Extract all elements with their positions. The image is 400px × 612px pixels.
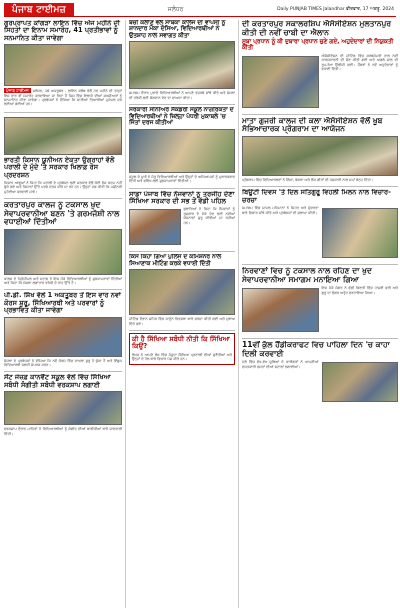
column-middle: [125, 20, 235, 608]
byline: ਪੰਜਾਬ ਟਾਈਮਜ਼: [6, 88, 29, 94]
headline: ਮਾਤਾ ਗੁਜਰੀ ਕਾਲਜ ਦੀ ਕਲਾ ਐਸੋਸੀਏਸ਼ਨ ਵੱਲੋਂ ਖੂਬ ਸੱਭਿਆਚਾਰਕ ਪ੍ਰੋਗਰਾਮ ਦਾ ਆਯੋਜਨ: [242, 116, 383, 134]
headline: ਪੀ.ਡੀ. ਸ਼ਿੱਖ ਵੱਲੋਂ 1 ਅਕਤੂਬਰ ਤੋਂ ਇਸ ਵਾਰ ਨਵਾਂ ਕੋਰਸ ਸ਼ੁਰੂ, ਸਿੱਖਿਆਰਥੀ ਅਤੇ ਪਰਵਾਰਾਂ ਨੂੰ ਪ੍ਰਭਾਵਿਤ ਕੀਤਾ ਜਾਵੇਗਾ: [4, 292, 121, 315]
article-body: ਪੰਜਾਬ ਟਾਈਮਜ਼ ਜਲੰਧਰ, 16 ਅਕਤੂਬਰ - ਲਾਇਨ ਕਲੱਬ ਵੱਲੋਂ ਹਰ ਮਹੀਨੇ ਦੀ ਤਰ੍ਹਾਂ ਇਸ ਵਾਰ ਵੀ ਸਮਾਰੋਹ ਕਰਵਾਇਆ ਜਾ ਰਿਹਾ ਹੈ ਜਿਸ ਵਿੱਚ ਇਲਾਕੇ ਦੀਆਂ ਸ਼ਖਸੀਅਤਾਂ ਨੂੰ ਸਨਮਾਨਿਤ ਕੀਤਾ ਜਾਵੇਗਾ। ਪ੍ਰਬੰਧਕਾਂ ਨੇ ਦੱਸਿਆ ਕਿ ਸਾਰੀਆਂ ਤਿਆਰੀਆਂ ਮੁਕੰਮਲ ਕਰ ਲਈਆਂ ਗਈਆਂ ਹਨ।: [4, 88, 122, 107]
masthead-title: ਪੰਜਾਬ ਟਾਈਮਜ਼: [4, 3, 74, 16]
article-body: ਪ੍ਰੋਗਰਾਮ ਵਿੱਚ ਵਿਦਿਆਰਥਣਾਂ ਨੇ ਗਿੱਧਾ, ਭੰਗੜਾ ਅਤੇ ਲੋਕ ਗੀਤਾਂ ਦੀ ਪੇਸ਼ਕਾਰੀ ਨਾਲ ਸਮਾਂ ਬੰਨ੍ਹ ਦਿੱਤਾ।: [242, 177, 374, 182]
news-photo: [4, 229, 122, 275]
story-3: [4, 201, 122, 285]
story-13: [242, 189, 398, 260]
news-photo: [4, 44, 122, 86]
news-photo: [4, 391, 122, 425]
article-body: ਸਮਾਗਮ ਵਿੱਚ ਸ਼ਾਮਲ ਮਹਿਮਾਨਾਂ ਨੇ ਸਿਹਤ ਅਤੇ ਸੁੰਦਰਤਾ ਬਾਰੇ ਵਿਚਾਰ ਸਾਂਝੇ ਕੀਤੇ ਅਤੇ ਪ੍ਰਬੰਧਕਾਂ ਦੀ ਸ਼ਲਾਘਾ ਕੀਤੀ।: [242, 206, 319, 215]
page-columns: [4, 20, 396, 608]
story-9: [129, 254, 235, 326]
news-photo: [4, 117, 122, 155]
headline: ਸਾਡਾ ਪੰਜਾਬ ਵਿੱਚ ਨੌਜਵਾਨਾਂ ਨੂੰ ਤਰਜੀਹ ਦੇਣਾ ਸਿੱਖਿਆ ਸਰਕਾਰ ਦੀ ਸਭ ਤੋਂ ਵੱਡੀ ਪਹਿਲ: [129, 190, 235, 205]
article-body: ਕਾਲਜ ਦੇ ਪ੍ਰਿੰਸੀਪਲ ਅਤੇ ਸਟਾਫ਼ ਨੇ ਇਸ ਮੌਕੇ ਵਿਦਿਆਰਥੀਆਂ ਨੂੰ ਸ਼ੁਭਕਾਮਨਾਵਾਂ ਦਿੱਤੀਆਂ ਅਤੇ ਕਿਹਾ ਕਿ ਸੰਸਥਾ ਲਗਾਤਾਰ ਤਰੱਕੀ ਦੇ ਰਾਹ ਉੱਤੇ ਹੈ।: [4, 276, 122, 285]
story-8: [129, 191, 235, 248]
story-5: [4, 374, 122, 436]
story-7: [129, 107, 235, 183]
headline: 11ਵੀਂ ਕੁੱਲ ਹੈਂਡੀਕਰਾਫਟ ਵਿਚ ਪਾਹਿਲਾ ਦਿਨ 'ਚ ਕਾਹਾ ਦਿਲੀ ਕਰਵਾਈ: [242, 341, 390, 358]
headline: ਨਿਰਵਾਣਾਂ ਵਿਚ ਨੂੰ ਟਕਸਾਲ ਨਾਲ ਰਹਿਣ ਦਾ ਖੁਦ ਸੇਵਾਪਰਵਾਨੀਆ ਸਮਾਗਮ ਮਨਾਇਆ ਗਿਆ: [242, 267, 372, 284]
headline: ਕਰਤਾਰਪੁਰ ਕਾਲਜ ਨੂੰ ਟਕਸਾਲ ਖੁਦ ਸੇਵਾਪਰਵਾਨੀਆ ਬਣਨ 'ਤੇ ਗਰਮਜੋਸ਼ੀ ਨਾਲ ਵਧਾਈਆਂ ਦਿੱਤੀਆਂ: [4, 201, 120, 227]
article-body: ਐਸੋਸੀਏਸ਼ਨ ਦੀ ਮੀਟਿੰਗ ਵਿੱਚ ਸਰਬਸੰਮਤੀ ਨਾਲ ਨਵੀਂ ਕਾਰਜਕਾਰਨੀ ਦੀ ਚੋਣ ਕੀਤੀ ਗਈ ਅਤੇ ਅਗਲੇ ਸਾਲ ਦੀ ਰੂਪ-ਰੇਖਾ ਉਲੀਕੀ ਗਈ। ਮੈਂਬਰਾਂ ਨੇ ਨਵੇਂ ਅਹੁਦੇਦਾਰਾਂ ਨੂੰ ਵਧਾਈ ਦਿੱਤੀ।: [321, 53, 398, 72]
news-photo: [4, 317, 122, 357]
news-photo: [129, 41, 235, 89]
article-body: ਕਿਸਾਨ ਆਗੂਆਂ ਨੇ ਕਿਹਾ ਕਿ ਪਰਾਲੀ ਦੇ ਪ੍ਰਬੰਧਨ ਲਈ ਸਰਕਾਰ ਵੱਲੋਂ ਕੋਈ ਠੋਸ ਕਦਮ ਨਹੀਂ ਚੁੱਕੇ ਗਏ ਅਤੇ ਕਿਸਾਨਾਂ ਉੱਤੇ ਪਰਚੇ ਦਰਜ ਕੀਤੇ ਜਾ ਰਹੇ ਹਨ। ਉਨ੍ਹਾਂ ਮੰਗ ਕੀਤੀ ਕਿ ਮਸ਼ੀਨਰੀ ਮੁਹੱਈਆ ਕਰਵਾਈ ਜਾਵੇ।: [4, 180, 122, 194]
column-left: [4, 20, 122, 608]
article-body: ਸੰਸਥਾ ਦੇ ਪ੍ਰਬੰਧਕਾਂ ਨੇ ਦੱਸਿਆ ਕਿ ਨਵੇਂ ਕੋਰਸ ਵਿੱਚ ਦਾਖਲਾ ਸ਼ੁਰੂ ਹੋ ਚੁੱਕਾ ਹੈ ਅਤੇ ਇੱਛੁਕ ਵਿਦਿਆਰਥੀ ਜਲਦੀ ਸੰਪਰਕ ਕਰਨ।: [4, 358, 122, 367]
article-body: ਸਕੂਲ ਦੇ ਮੁਖੀ ਨੇ ਜੇਤੂ ਵਿਦਿਆਰਥੀਆਂ ਅਤੇ ਉਨ੍ਹਾਂ ਦੇ ਅਧਿਆਪਕਾਂ ਨੂੰ ਮੁਬਾਰਕਬਾਦ ਦਿੱਤੀ ਅਤੇ ਭਵਿੱਖ ਲਈ ਸ਼ੁਭਕਾਮਨਾਵਾਂ ਦਿੱਤੀਆਂ।: [129, 174, 235, 184]
news-photo: [322, 362, 399, 402]
story-4: [4, 292, 122, 367]
masthead: [4, 3, 396, 17]
article-body: ਸਮਾਗਮ ਦੌਰਾਨ ਪੁਰਾਣੇ ਵਿਦਿਆਰਥੀਆਂ ਨੇ ਆਪਣੇ ਤਜ਼ਰਬੇ ਸਾਂਝੇ ਕੀਤੇ ਅਤੇ ਸੰਸਥਾ ਦੀ ਤਰੱਕੀ ਲਈ ਯੋਗਦਾਨ ਦੇਣ ਦਾ ਵਾਅਦਾ ਕੀਤਾ।: [129, 91, 235, 100]
article-body: ਮੀਟਿੰਗ ਦੌਰਾਨ ਸ਼ਹਿਰ ਵਿੱਚ ਕਾਨੂੰਨ ਵਿਵਸਥਾ ਬਾਰੇ ਚਰਚਾ ਕੀਤੀ ਗਈ ਅਤੇ ਸੁਝਾਅ ਦਿੱਤੇ ਗਏ।: [129, 317, 235, 326]
story-2: [4, 115, 122, 194]
story-10: [129, 333, 235, 365]
article-body: ਲੇਖਕ ਨੇ ਆਪਣੇ ਲੇਖ ਵਿੱਚ ਮੌਜੂਦਾ ਸਿੱਖਿਆ ਪ੍ਰਣਾਲੀ ਦੀਆਂ ਚੁਣੌਤੀਆਂ ਅਤੇ ਉਨ੍ਹਾਂ ਦੇ ਹੱਲ ਬਾਰੇ ਵਿਚਾਰ ਪੇਸ਼ ਕੀਤੇ ਹਨ।: [132, 352, 232, 362]
article-body: ਇਸ ਮੌਕੇ ਸੰਗਤ ਨੇ ਵੱਡੀ ਗਿਣਤੀ ਵਿੱਚ ਹਾਜ਼ਰੀ ਭਰੀ ਅਤੇ ਗੁਰੂ ਦਾ ਲੰਗਰ ਅਤੁੱਟ ਵਰਤਾਇਆ ਗਿਆ।: [321, 286, 398, 295]
story-11: [242, 20, 398, 110]
article-body: ਵਰਕਸ਼ਾਪ ਦੌਰਾਨ ਮਾਹਿਰਾਂ ਨੇ ਵਿਦਿਆਰਥੀਆਂ ਨੂੰ ਸੰਗੀਤ ਦੀਆਂ ਬਾਰੀਕੀਆਂ ਬਾਰੇ ਜਾਣਕਾਰੀ ਦਿੱਤੀ।: [4, 427, 122, 436]
headline: ਬੱਚੀ ਕਲਾਣ ਵੱਲ ਸਾਬਕਾ ਕਾਲਜ ਦੀ ਵਾਪਸੀ ਨੂੰ ਸ਼ਾਨਦਾਰ ਮੌਕਾ ਦੱਸਿਆ, ਵਿਦਿਆਰਥੀਆਂ ਨੇ ਉਤਸ਼ਾਹ ਨਾਲ ਸਵਾਗਤ ਕੀਤਾ: [129, 20, 226, 39]
article-body: ਮੇਲੇ ਵਿੱਚ ਵੱਖ-ਵੱਖ ਸੂਬਿਆਂ ਦੇ ਕਾਰੀਗਰਾਂ ਨੇ ਆਪਣੀਆਂ ਦਸਤਕਾਰੀ ਵਸਤਾਂ ਦੀਆਂ ਸਟਾਲਾਂ ਲਗਾਈਆਂ।: [242, 360, 319, 369]
news-photo: [322, 208, 399, 258]
story-15: [242, 341, 398, 404]
headline: ਬਿਊਟੀ ਦਿਵਸ 'ਤੇ ਦਿਲ ਸਤਿਗੁਰੂ ਵਿਹਲੀ ਮਿਲਨ ਨਾਲ ਵਿਚਾਰ-ਚਰਚਾ: [242, 189, 391, 204]
subheadline: ਸੂਬਾ ਪ੍ਰਧਾਨ ਨੂੰ ਕੀ ਦੁਬਾਰਾ ਪ੍ਰਧਾਨ ਚੁਣੇ ਗਏ, ਅਹੁਦੇਦਾਰਾਂ ਦੀ ਨਿਯੁਕਤੀ ਕੀਤੀ: [242, 39, 394, 52]
headline: ਭਾਰਤੀ ਕਿਸਾਨ ਯੂਨੀਅਨ ਏਕਤਾ ਉਗਰਾਹਾਂ ਵੱਲੋਂ ਪਰਾਲੀ ਦੇ ਮੁੱਦੇ 'ਤੇ ਸਰਕਾਰ ਖਿਲਾਫ਼ ਰੋਸ ਪ੍ਰਦਰਸ਼ਨ: [4, 155, 115, 179]
column-right: [238, 20, 398, 608]
headline: ਸਰਕਾਰੀ ਸੀਨੀਅਰ ਸੈਕੰਡਰੀ ਸਕੂਲ ਨਾਗਰਿਕਤਾ ਦੇ ਵਿਦਿਆਰਥੀਆਂ ਨੇ ਜ਼ਿਲ੍ਹਾ ਪੱਧਰੀ ਮੁਕਾਬਲੇ 'ਚ ਜਿੱਤਾਂ ਦਰਜ ਕੀਤੀਆਂ: [129, 107, 234, 127]
news-photo: [242, 136, 398, 176]
headline: ਕਿਸ ਕਿਹਾ ਗਿਆ ਪੁਲਿਸ ਦੇ ਕਮਿਸ਼ਨਰ ਨਾਲ ਸਿਆਣਾਕ ਮੀਟਿੰਗ ਕਰਕੇ ਵਧਾਈ ਦਿੱਤੀ: [129, 254, 222, 267]
story-14: [242, 267, 398, 334]
headline: ਕੀ ਹੈ ਸਿੱਖਿਆ ਸਬੰਧੀ ਨੀਤੀ ਕਿ ਸਿੱਖਿਆ ਕਿਉਂ?: [132, 335, 230, 351]
story-1: [4, 20, 122, 108]
story-6: [129, 20, 235, 100]
headline: ਦੀ ਕਰਤਾਰਪੁਰ ਸਕਾਲਰਸ਼ਿਪ ਐਸੋਸੀਏਸ਼ਨ ਮੁਲਤਾਨਪੁਰ ਕੀਤੀ ਦੀ ਨਵੀਂ ਚਾਬੀ ਦਾ ਐਲਾਨ: [242, 20, 392, 37]
headline: ਗੁਰਪ੍ਰਾਪਤ ਕਾਂਗੜਾ ਲਾਇਨ ਵਿੱਚ ਅੱਜ ਮਹੀਨੇ ਦੀ ਸਿਹਤਾਂ ਦਾ ਇਨਾਮ ਸਮਾਰੋਹ, 41 ਪ੍ਰਤੀਭਾਵਾਂ ਨੂੰ ਸਨਮਾਨਿਤ ਕੀਤਾ ਜਾਵੇਗਾ: [4, 20, 121, 42]
article-body: ਬੁਲਾਰਿਆਂ ਨੇ ਕਿਹਾ ਕਿ ਨੌਜਵਾਨਾਂ ਨੂੰ ਰੁਜ਼ਗਾਰ ਦੇ ਮੌਕੇ ਦੇਣ ਲਈ ਨਵੀਆਂ ਯੋਜਨਾਵਾਂ ਸ਼ੁਰੂ ਕੀਤੀਆਂ ਜਾ ਰਹੀਆਂ ਹਨ।: [183, 207, 235, 225]
news-photo: [129, 129, 235, 173]
masthead-dateline: Daily PUNJAB TIMES Jalandhar ਵੀਰਵਾਰ, 17 ਅਕਤੂ. 2024: [277, 7, 394, 12]
news-photo: [242, 56, 319, 108]
masthead-section: ਜਲੰਧਰ: [167, 6, 184, 13]
news-photo: [129, 269, 235, 315]
news-photo: [129, 209, 181, 245]
news-photo: [242, 288, 319, 332]
story-12: [242, 117, 398, 182]
headline: ਸੇਂਟ ਜੋਜ਼ਫ਼ ਕਾਨਵੈਂਟ ਸਕੂਲ ਵੱਲੋਂ ਵਿੱਚ ਸਿੱਖਿਆ ਸਬੰਧੀ ਸੰਗੀਤੀ ਸਬੰਧੀ ਵਰਕਸ਼ਾਪ ਲਗਾਈ: [4, 374, 111, 389]
